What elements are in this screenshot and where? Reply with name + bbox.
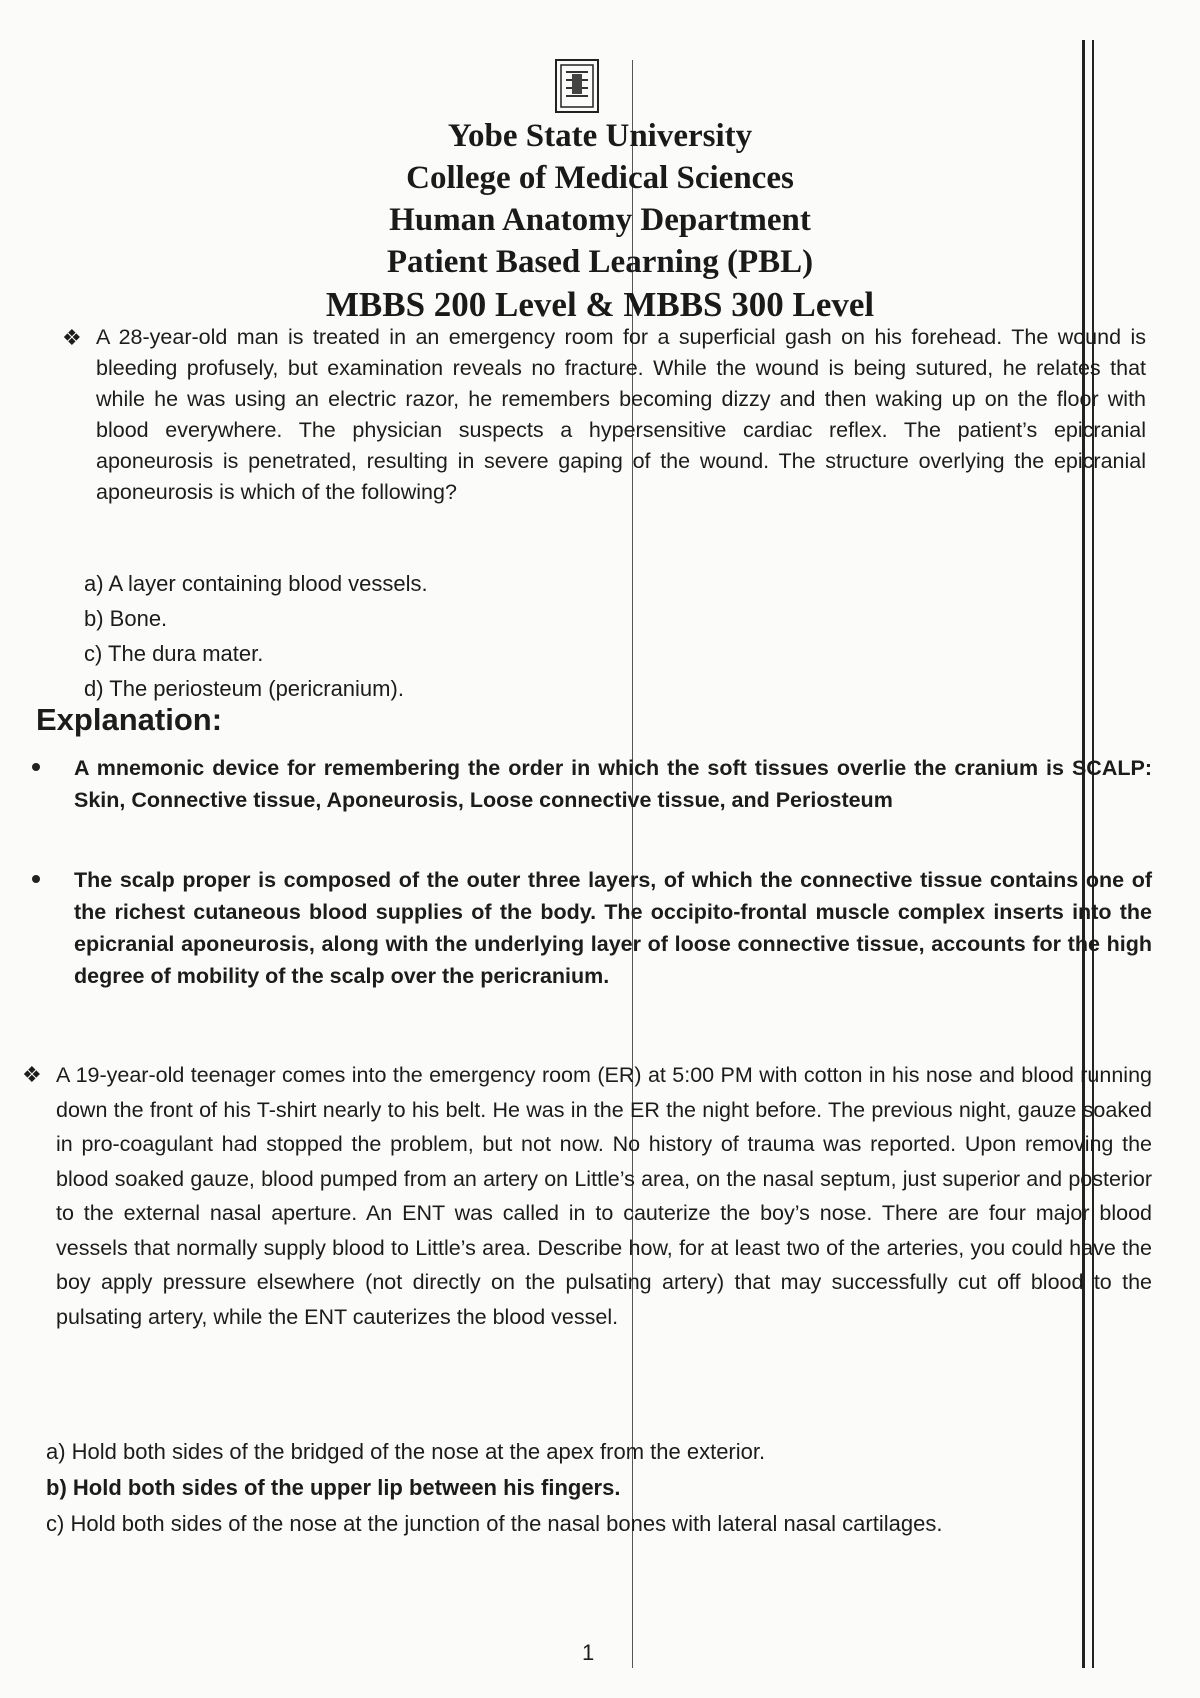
question-2 — [22, 1058, 1152, 1334]
diamond-bullet-icon: ❖ — [62, 325, 82, 350]
scan-artifact-line — [1092, 40, 1094, 1668]
option-item: b) Hold both sides of the upper lip between his fingers. — [46, 1475, 621, 1500]
page-number: 1 — [582, 1640, 595, 1665]
college-name: College of Medical Sciences — [406, 160, 794, 196]
bullet-dot-icon — [32, 875, 40, 883]
course-title: Patient Based Learning (PBL) — [386, 244, 814, 280]
option-item: b) Bone. — [84, 606, 168, 631]
explanation-title: Explanation: — [36, 702, 223, 737]
question-1 — [62, 322, 1146, 508]
level-title: MBBS 200 Level & MBBS 300 Level — [325, 285, 875, 324]
question-1-text: A 28-year-old man is treated in an emergency room for a superficial gash on his forehead. The wound is bleeding profusely, but examination reveals no fracture. While the wound is being sutured, he relates that while he was using an electric razor, he remembers becoming dizzy and then waking up on the floor with blood everywhere. The physician suspects a hypersensitive cardiac reflex. The patient’s epicranial aponeurosis is penetrated, resulting in severe gaping of the wound. The structure overlying the epicranial aponeurosis is which of the following? — [96, 325, 1146, 504]
diamond-bullet-icon: ❖ — [22, 1062, 42, 1087]
question-1-options — [84, 566, 428, 706]
scan-artifact-line — [1082, 40, 1085, 1668]
bullet-dot-icon — [32, 763, 40, 771]
explanation-point: The scalp proper is composed of the outer three layers, of which the connective tissue contains one of the richest cutaneous blood supplies of the body. The occipito-frontal muscle complex inserts into the epicranial aponeurosis, along with the underlying layer of loose connective tissue, accounts for the high degree of mobility of the scalp over the pericranium. — [74, 864, 1152, 992]
option-item: a) A layer containing blood vessels. — [84, 571, 428, 596]
department-name: Human Anatomy Department — [389, 202, 811, 238]
explanation-point: A mnemonic device for remembering the order in which the soft tissues overlie the cranium is SCALP: Skin, Connective tissue, Aponeurosis, Loose connective tissue, and Periosteum — [74, 752, 1152, 816]
option-item: a) Hold both sides of the bridged of the nose at the apex from the exterior. — [46, 1439, 766, 1464]
option-item: d) The periosteum (pericranium). — [84, 676, 404, 701]
question-2-text: A 19-year-old teenager comes into the emergency room (ER) at 5:00 PM with cotton in his nose and blood running down the front of his T-shirt nearly to his belt. He was in the ER the night before. The previous night, gauze soaked in pro-coagulant had stopped the problem, but not now. No history of trauma was reported. Upon removing the blood soaked gauze, blood pumped from an artery on Little’s area, on the nasal septum, just superior and posterior to the external nasal aperture. An ENT was called in to cauterize the boy’s nose. There are four major blood vessels that normally supply blood to Little’s area. Describe how, for at least two of the arteries, you could have the boy apply pressure elsewhere (not directly on the pulsating artery) that may successfully cut off blood to the pulsating artery, while the ENT cauterizes the blood vessel. — [56, 1063, 1152, 1329]
option-item: c) The dura mater. — [84, 641, 264, 666]
university-crest-icon — [554, 58, 600, 114]
document-header — [260, 115, 940, 327]
university-name: Yobe State University — [447, 118, 753, 154]
option-item: c) Hold both sides of the nose at the junction of the nasal bones with lateral nasal cartilages. — [46, 1511, 943, 1536]
question-2-options — [46, 1434, 942, 1542]
